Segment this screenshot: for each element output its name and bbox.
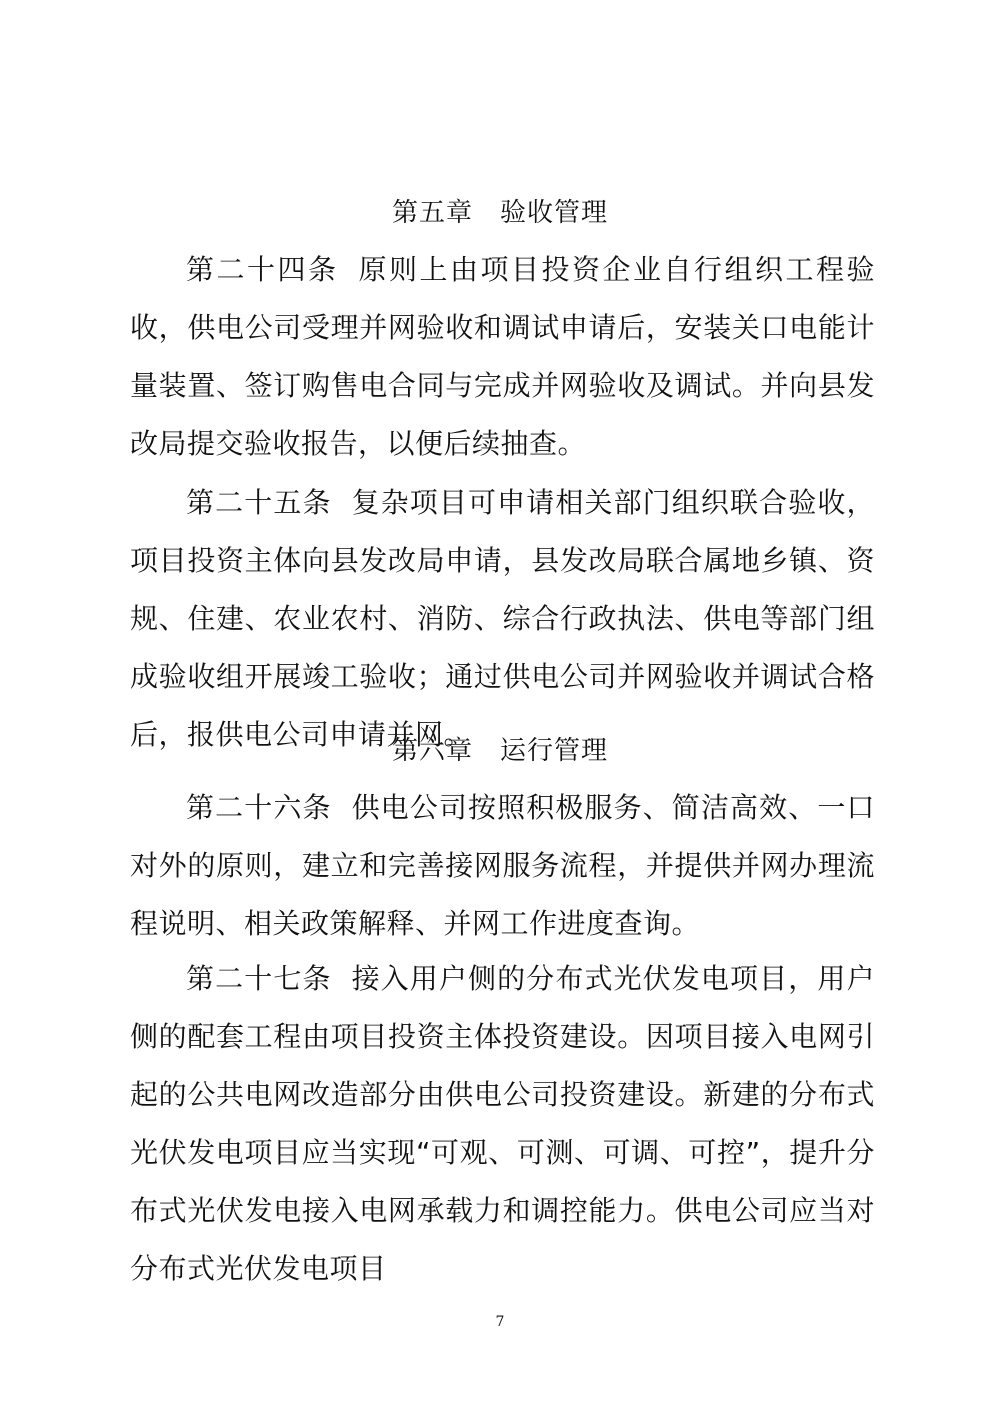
page-number: 7	[495, 1314, 505, 1330]
article-27	[130, 950, 875, 1298]
article-26	[130, 779, 875, 953]
article-number: 第二十六条	[186, 791, 332, 824]
article-number: 第二十五条	[186, 486, 332, 519]
article-text: 原则上由项目投资企业自行组织工程验收，供电公司受理并网验收和调试申请后，安装关口电能计量装置、签订购售电合同与完成并网验收及调试。并向县发改局提交验收报告，以便后续抽查。	[130, 253, 875, 460]
article-text: 接入用户侧的分布式光伏发电项目，用户侧的配套工程由项目投资主体投资建设。因项目接入电网引起的公共电网改造部分由供电公司投资建设。新建的分布式光伏发电项目应当实现“可观、可测、可调、可控”，提升分布式光伏发电接入电网承载力和调控能力。供电公司应当对分布式光伏发电项目	[130, 962, 875, 1285]
chapter-heading-6: 第六章 运行管理	[391, 736, 608, 766]
chapter-heading-5: 第五章 验收管理	[391, 198, 608, 228]
article-25	[130, 474, 875, 764]
article-number: 第二十四条	[186, 253, 339, 286]
article-text: 供电公司按照积极服务、简洁高效、一口对外的原则，建立和完善接网服务流程，并提供并网办理流程说明、相关政策解释、并网工作进度查询。	[130, 791, 875, 940]
article-number: 第二十七条	[186, 962, 332, 995]
article-24	[130, 241, 875, 473]
article-text: 复杂项目可申请相关部门组织联合验收，项目投资主体向县发改局申请，县发改局联合属地乡镇、资规、住建、农业农村、消防、综合行政执法、供电等部门组成验收组开展竣工验收；通过供电公司并网验收并调试合格后，报供电公司申请并网。	[130, 486, 875, 751]
